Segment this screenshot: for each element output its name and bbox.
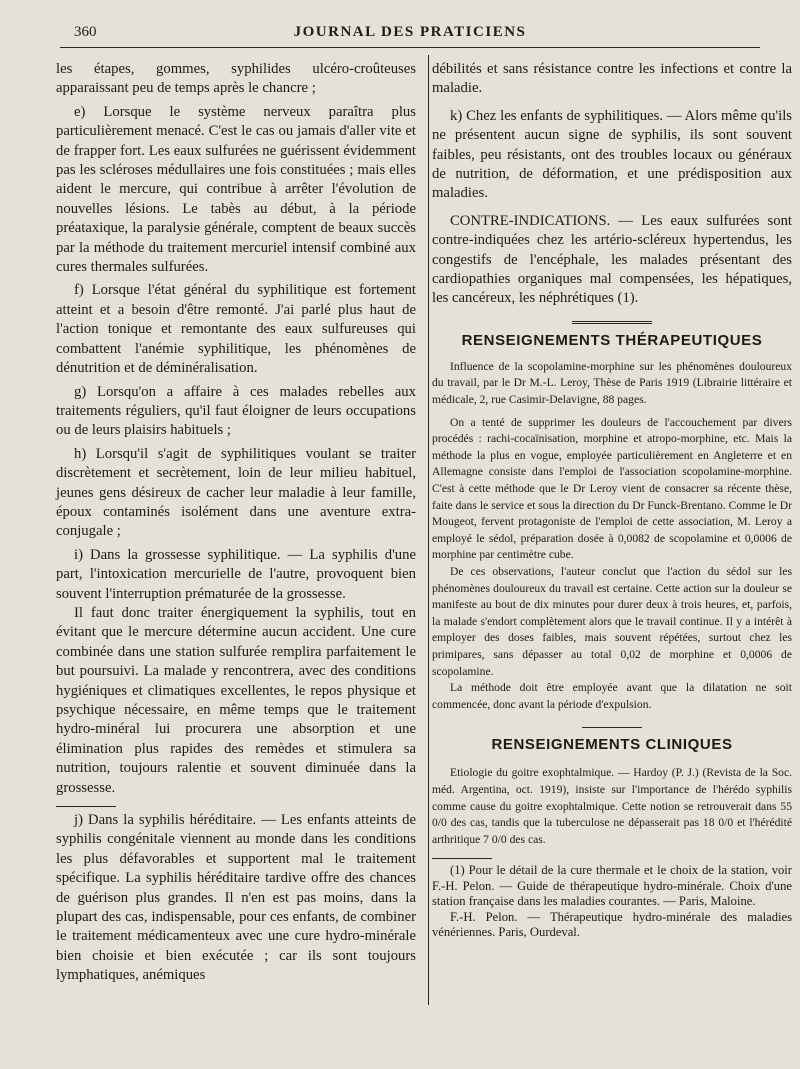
journal-title: JOURNAL DES PRATICIENS (293, 24, 527, 40)
paragraph: Etiologie du goitre exophtalmique. — Hardoy (P. J.) (Revista de la Soc. méd. Argentina, oct. 1919), insiste sur l'importance de l'hérédo syphilis comme cause du goitre exophtalmique. Cette notion se retrouverait dans 55 0/0 des cas, tandis que la tuberculose ne dépasserait pas 18 0/0 et l'hérédité arthritique 7 0/0 des cas. (432, 766, 792, 846)
paragraph: e) Lorsque le système nerveux paraîtra plus particulièrement menacé. C'est le cas ou jamais d'aller vite et de frapper fort. Les eaux sulfurées ne guérissent évidemment pas les scléroses médullaires une fois constituées ; mais elles aident le mercure, qui contribue à arrêter l'évolution de nouvelles lésions. Le tabès au début, à la période préataxique, la paralysie générale, comptent de beaux succès par la méthode du traitement mercuriel intensif combiné aux cures thermales sulfurées. (56, 103, 416, 276)
section-heading: RENSEIGNEMENTS CLINIQUES (491, 736, 733, 754)
paragraph: j) Dans la syphilis héréditaire. — Les enfants atteints de syphilis congénitale viennent au monde dans les conditions les plus défavorables et supportent mal le traitement spécifique. La syphilis héréditaire tardive offre des chances de guérison plus grandes. Il n'en est pas moins, dans la plupart des cas, indispensable, pour ces enfants, de combiner le traitement médicamenteux avec une cure hydro-minérale bien choisie et bien exécutée ; car ils sont toujours lymphatiques, anémiques (56, 812, 416, 984)
page-header (60, 22, 760, 48)
footnote: F.-H. Pelon. — Thérapeutique hydro-minérale des maladies vénériennes. Paris, Ourdeval. (432, 909, 792, 940)
column-divider (428, 55, 429, 1005)
paragraph: On a tenté de supprimer les douleurs de l'accouchement par divers procédés : rachi-cocaïnisation, morphine et atropo-morphine, etc. Mais la méthode la plus en vogue, employée particulièrement en Angleterre et en Allemagne consiste dans l'emploi de l'association scopolamine-morphine. C'est à cette méthode que le Dr Leroy vient de consacrer sa récente thèse, faite dans le service et sous la direction du Dr Funck-Brentano. Comme le Dr Mougeot, fervent protagoniste de l'emploi de cette association, M. Leroy a employé le sédol, préparation dosée à 0,0082 de scopolamine et 0,0006 de morphine par centimètre cube. (432, 415, 792, 562)
left-column (56, 60, 416, 986)
footnote: (1) Pour le détail de la cure thermale et le choix de la station, voir F.-H. Pelon. — Guide de thérapeutique hydro-minérale. Choix d'une station française dans les maladies courantes. — Paris, Maloine. (432, 863, 792, 909)
paragraph: De ces observations, l'auteur conclut que l'action du sédol sur les phénomènes douloureux du travail est certaine. Cette action sur la douleur se manifeste au bout de dix minutes pour durer deux à trois heures, et, parfois, la malade s'endort complètement alors que le travail continue. Il y a intérêt à employer des doses faibles, mais souvent répétées, surtout chez les primipares, sans dépasser au total 0,02 de morphine et 0,0006 de scopolamine. (432, 565, 792, 678)
paragraph: La méthode doit être employée avant que la dilatation ne soit commencée, donc avant la période d'expulsion. (432, 681, 792, 711)
page-number: 360 (74, 24, 97, 40)
abstract-title: Influence de la scopolamine-morphine sur les phénomènes douloureux du travail, par le Dr M.-L. Leroy, Thèse de Paris 1919 (Librairie littéraire et médicale, 2, rue Casimir-Delavigne, 88 pages. (432, 359, 792, 407)
paragraph: g) Lorsqu'on a affaire à ces malades rebelles aux traitements réguliers, qu'il faut éloigner de leurs occupations ou de leurs plaisirs habituels ; (56, 383, 416, 439)
paragraph: h) Lorsqu'il s'agit de syphilitiques voulant se traiter discrètement et secrètement, loin de leur milieu habituel, jeunes gens désireux de cacher leur maladie à leur famille, époux contaminés isolément dans une aventure extra-conjugale ; (56, 445, 416, 540)
paragraph: CONTRE-INDICATIONS. — Les eaux sulfurées sont contre-indiquées chez les artério-scléreux hypertendus, les congestifs de l'encéphale, les malades présentant des cardiopathies organiques mal compensées, les hépatiques, les cancéreux, les néphrétiques (1). (432, 212, 792, 307)
header-rule (60, 47, 760, 48)
paragraph: Il faut donc traiter énergiquement la syphilis, tout en évitant que le mercure détermine aucun accident. Une cure combinée dans une station sulfurée remplira parfaitement le but poursuivi. La malade y rencontrera, avec des conditions hygiéniques et climatiques excellentes, le repos physique et psychique nécessaire, en même temps que le traitement hydro-minéral lui procurera une absorption et une élimination plus rapides des remèdes et stimulera sa nutrition, toujours ralentie et souvent diminuée dans la grossesse. (56, 604, 416, 796)
paragraph: i) Dans la grossesse syphilitique. — La syphilis d'une part, l'intoxication mercurielle de l'autre, provoquent bien souvent l'interruption prématurée de la grossesse. (56, 546, 416, 602)
paragraph: les étapes, gommes, syphilides ulcéro-croûteuses apparaissant peu de temps après le chancre ; (56, 61, 416, 97)
right-column (432, 60, 792, 941)
section-heading: RENSEIGNEMENTS THÉRAPEUTIQUES (461, 331, 763, 349)
paragraph: k) Chez les enfants de syphilitiques. — Alors même qu'ils ne présentent aucun signe de syphilis, ils sont souvent faibles, peu résistants, ont des troubles locaux ou généraux de nutrition, de déformation, et une prédisposition aux maladies. (432, 107, 792, 202)
paragraph: f) Lorsque l'état général du syphilitique est fortement atteint et a besoin d'être remonté. J'ai parlé plus haut de l'action tonique et remontante des eaux sulfureuses qui combattent l'anémie syphilitique, les phénomènes de dénutrition et de déminéralisation. (56, 282, 416, 377)
paragraph: débilités et sans résistance contre les infections et contre la maladie. (432, 61, 792, 97)
